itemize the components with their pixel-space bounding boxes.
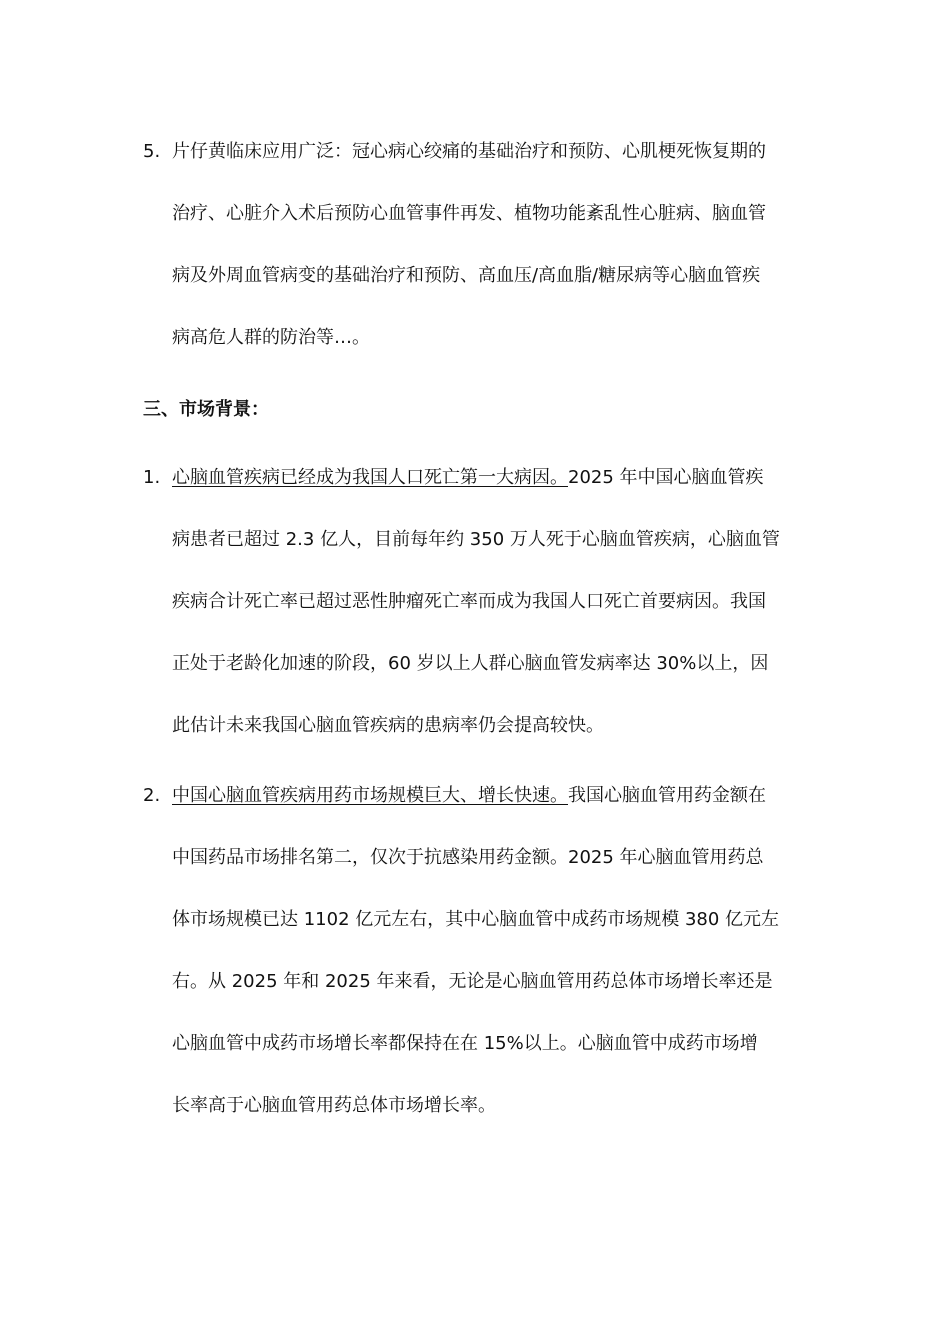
paragraph-line: 中国药品市场排名第二，仅次于抗感染用药金额。2025 年心脑血管用药总 xyxy=(172,847,764,868)
paragraph-line: 治疗、心脏介入术后预防心血管事件再发、植物功能紊乱性心脏病、脑血管 xyxy=(172,203,766,224)
sentence-continuation: 2025 年中国心脑血管疾 xyxy=(568,467,764,488)
paragraph-line: 体市场规模已达 1102 亿元左右，其中心脑血管中成药市场规模 380 亿元左 xyxy=(172,909,780,930)
paragraph-line: 右。从 2025 年和 2025 年来看，无论是心脑血管用药总体市场增长率还是 xyxy=(172,971,773,992)
paragraph-line: 片仔黄临床应用广泛：冠心病心绞痛的基础治疗和预防、心肌梗死恢复期的 xyxy=(172,141,766,162)
underlined-key-sentence: 心脑血管疾病已经成为我国人口死亡第一大病因。 xyxy=(172,467,568,488)
underlined-key-sentence: 中国心脑血管疾病用药市场规模巨大、增长快速。 xyxy=(172,785,568,806)
list-number: 2. xyxy=(143,785,161,806)
paragraph-line xyxy=(172,784,766,808)
paragraph-line: 此估计未来我国心脑血管疾病的患病率仍会提高较快。 xyxy=(172,715,604,736)
paragraph-line xyxy=(172,466,764,490)
list-number: 5. xyxy=(143,141,161,162)
paragraph-line: 正处于老龄化加速的阶段，60 岁以上人群心脑血管发病率达 30%以上，因 xyxy=(172,653,769,674)
sentence-continuation: 我国心脑血管用药金额在 xyxy=(568,785,766,806)
paragraph-line: 疾病合计死亡率已超过恶性肿瘤死亡率而成为我国人口死亡首要病因。我国 xyxy=(172,591,766,612)
section-heading: 三、市场背景： xyxy=(143,399,269,420)
paragraph-line: 长率高于心脑血管用药总体市场增长率。 xyxy=(172,1095,496,1116)
paragraph-line: 病高危人群的防治等…。 xyxy=(172,327,370,348)
list-number: 1. xyxy=(143,467,161,488)
paragraph-line: 病患者已超过 2.3 亿人，目前每年约 350 万人死于心脑血管疾病，心脑血管 xyxy=(172,529,780,550)
paragraph-line: 心脑血管中成药市场增长率都保持在在 15%以上。心脑血管中成药市场增 xyxy=(172,1033,758,1054)
paragraph-line: 病及外周血管病变的基础治疗和预防、高血压/高血脂/糖尿病等心脑血管疾 xyxy=(172,265,761,286)
